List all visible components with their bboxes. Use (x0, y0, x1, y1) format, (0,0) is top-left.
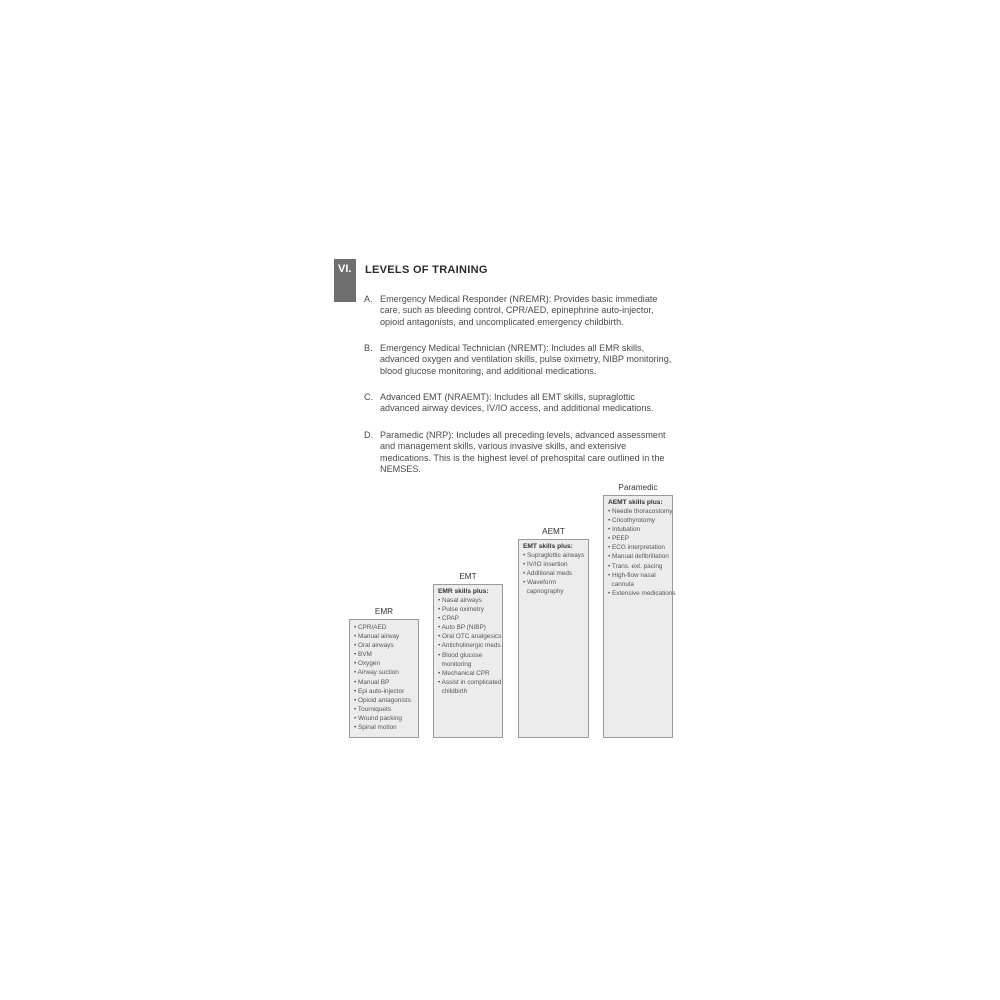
skill-item: • Assist in complicated (438, 678, 502, 686)
skill-item: cannula (608, 580, 634, 588)
skill-item: • IV/IO insertion (523, 561, 568, 569)
skills-list-emr (354, 623, 414, 732)
skill-item: • PEEP (608, 535, 630, 543)
section-title: LEVELS OF TRAINING (365, 264, 488, 276)
skill-item: • Manual airway (354, 633, 400, 641)
level-box-aemt (518, 539, 589, 738)
section-number: VI. (338, 263, 352, 275)
item-letter: B. (364, 343, 373, 353)
item-letter: C. (364, 392, 374, 402)
skill-item: • ECG interpretation (608, 544, 665, 552)
skills-list-paramedic (608, 507, 676, 598)
skill-item: • Opioid antagonists (354, 696, 411, 704)
list-item-b (364, 343, 674, 377)
level-label-aemt: AEMT (542, 527, 565, 536)
skill-item: • CPAP (438, 615, 459, 623)
skills-heading: EMT skills plus: (523, 543, 573, 550)
item-text: Emergency Medical Technician (NREMT): Includes all EMR skills, advanced oxygen and ventilation skills, pulse oximetry, NIBP monitoring, blood glucose monitoring, and additional medications. (380, 343, 672, 376)
skill-item: • Trans. ext. pacing (608, 562, 663, 570)
item-text: Paramedic (NRP): Includes all preceding levels, advanced assessment and management skills, various invasive skills, and extensive medications. This is the highest level of prehospital care outlined in the NEMSES. (380, 430, 666, 475)
skill-item: • Supraglottic airways (523, 552, 585, 559)
item-letter: A. (364, 294, 373, 304)
skill-item: • Oral airways (354, 642, 394, 650)
skill-item: • Nasal airways (438, 597, 482, 604)
skill-item: • Oral OTC analgesics (438, 633, 502, 641)
skill-item: • Cricothyrotomy (608, 517, 655, 525)
skill-item: • Extensive medications (608, 589, 676, 597)
level-box-paramedic (603, 495, 676, 738)
skills-heading: EMR skills plus: (438, 588, 489, 595)
skill-item: childbirth (438, 687, 468, 695)
skill-item: • Manual defibrillation (608, 553, 669, 561)
skill-item: • Pulse oximetry (438, 606, 484, 614)
list-item-a (364, 294, 674, 328)
item-letter: D. (364, 430, 374, 440)
skills-list-emt (438, 596, 502, 696)
list-item-d (364, 430, 674, 476)
level-box-emt (433, 584, 503, 738)
skill-item: monitoring (438, 660, 472, 668)
skill-item: • Anticholinergic meds (438, 642, 501, 650)
skill-item: • High-flow nasal (608, 571, 656, 579)
skill-item: • Auto BP (NIBP) (438, 624, 486, 632)
skill-item: • Spinal motion (354, 724, 397, 732)
skill-item: • CPR/AED (354, 624, 387, 631)
skills-list-aemt (523, 551, 584, 596)
skill-item: • Waveform (523, 579, 556, 587)
skill-item: • Blood glucose (438, 651, 483, 659)
skill-item: • Mechanical CPR (438, 669, 490, 677)
skill-item: capnography (523, 588, 564, 596)
item-text: Advanced EMT (NRAEMT): Includes all EMT skills, supraglottic advanced airway devices, IV/IO access, and additional medications. (380, 392, 654, 414)
skill-item: • Oxygen (354, 660, 381, 668)
level-box-emr (349, 619, 419, 738)
skill-item: • Airway suction (354, 669, 399, 677)
list-item-c (364, 392, 674, 415)
item-text: Emergency Medical Responder (NREMR): Provides basic immediate care, such as bleeding control, CPR/AED, epinephrine auto-injector, opioid antagonists, and uncomplicated emergency childbirth. (380, 294, 658, 327)
level-label-paramedic: Paramedic (618, 483, 658, 492)
level-label-emr: EMR (374, 607, 394, 616)
level-label-emt: EMT (459, 572, 477, 581)
skill-item: • Additional meds (523, 570, 573, 578)
skill-item: • Tourniquets (354, 705, 391, 713)
skill-item: • Manual BP (354, 678, 390, 686)
skill-item: • BVM (354, 651, 372, 659)
skills-heading: AEMT skills plus: (608, 499, 663, 506)
skill-item: • Wound packing (354, 714, 402, 722)
skill-item: • Intubation (608, 526, 641, 534)
skill-item: • Needle thoracostomy (608, 508, 673, 515)
skill-item: • Epi auto-injector (354, 687, 405, 695)
